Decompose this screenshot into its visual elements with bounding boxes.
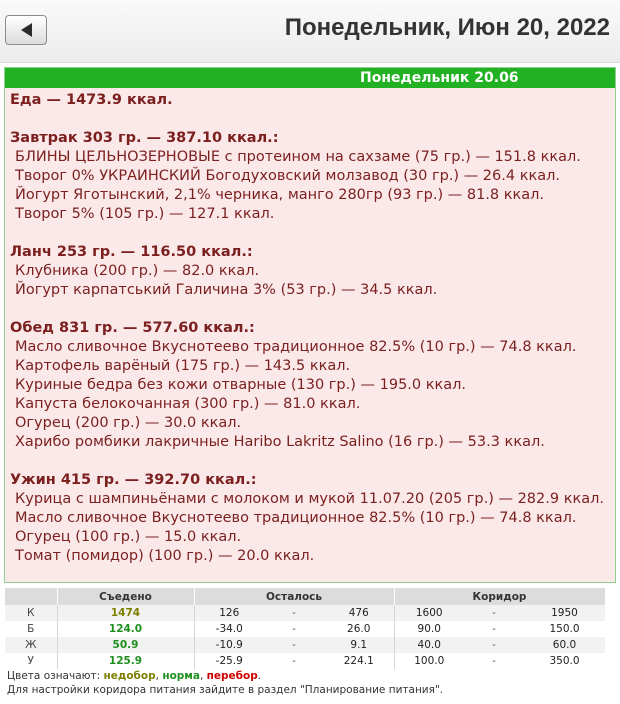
day-panel xyxy=(4,67,616,583)
meal-title-lunch: Ланч 253 гр. — 116.50 ккал.: xyxy=(10,244,253,260)
range-separator: - xyxy=(464,605,524,621)
back-button[interactable] xyxy=(5,15,47,45)
food-item: Клубника (200 гр.) — 82.0 ккал. xyxy=(15,263,260,279)
meal-title-breakfast: Завтрак 303 гр. — 387.10 ккал.: xyxy=(10,130,279,146)
nutrient-label: К xyxy=(5,605,57,621)
food-item: Капуста белокочанная (300 гр.) — 81.0 ккал. xyxy=(15,396,361,412)
eaten-value: 1474 xyxy=(57,605,194,621)
range-separator: - xyxy=(264,605,324,621)
corridor-min: 40.0 xyxy=(394,637,464,653)
food-item: Йогурт карпатський Галичина 3% (53 гр.) — 34.5 ккал. xyxy=(15,282,438,298)
range-separator: - xyxy=(292,655,296,667)
eaten-value: 125.9 xyxy=(57,653,194,669)
day-label: Понедельник 20.06 xyxy=(360,70,519,86)
top-bar xyxy=(0,0,620,63)
food-item: Масло сливочное Вкуснотеево традиционное 82.5% (10 гр.) — 74.8 ккал. xyxy=(15,510,577,526)
corridor-max: 150.0 xyxy=(549,623,580,635)
day-body xyxy=(5,88,615,566)
left-min: -34.0 xyxy=(194,621,264,637)
range-separator: - xyxy=(264,637,324,653)
food-item: БЛИНЫ ЦЕЛЬНОЗЕРНОВЫЕ с протеином на сахзаме (75 гр.) — 151.8 ккал. xyxy=(15,149,581,165)
legend-under: недобор xyxy=(103,670,156,682)
nutrient-label: Б xyxy=(27,623,35,635)
food-item: Масло сливочное Вкуснотеево традиционное 82.5% (10 гр.) — 74.8 ккал. xyxy=(15,339,577,355)
food-item: Огурец (200 гр.) — 30.0 ккал. xyxy=(15,415,242,431)
eaten-value: 124.0 xyxy=(57,621,194,637)
nutrition-table xyxy=(5,588,606,669)
corridor-header: Коридор xyxy=(394,588,605,605)
left-max: 224.1 xyxy=(343,655,374,667)
table-row xyxy=(5,653,605,669)
eaten-value: 50.9 xyxy=(57,637,194,653)
back-arrow-icon xyxy=(21,23,32,37)
food-item: Томат (помидор) (100 гр.) — 20.0 ккал. xyxy=(15,548,315,564)
left-min: 126 xyxy=(194,605,264,621)
food-item: Курица с шампиньёнами с молоком и мукой 11.07.20 (205 гр.) — 282.9 ккал. xyxy=(15,491,604,507)
legend-prefix: Цвета означают: xyxy=(7,670,101,682)
nutrient-label: У xyxy=(27,655,34,667)
corridor-note: Для настройки коридора питания зайдите в раздел "Планирование питания". xyxy=(7,684,444,696)
food-item: Харибо ромбики лакричные Haribo Lakritz Salino (16 гр.) — 53.3 ккал. xyxy=(15,434,545,450)
page-title: Понедельник, Июн 20, 2022 xyxy=(284,14,610,41)
left-header: Осталось xyxy=(194,588,394,605)
range-separator: - xyxy=(464,637,524,653)
meal-title-dinner: Обед 831 гр. — 577.60 ккал.: xyxy=(10,320,255,336)
nutrient-label: Ж xyxy=(5,637,57,653)
left-min: -10.9 xyxy=(194,637,264,653)
table-row xyxy=(5,637,605,653)
range-separator: - xyxy=(292,623,296,635)
food-item: Йогурт Яготынский, 2,1% черника, манго 280гр (93 гр.) — 81.8 ккал. xyxy=(15,187,545,203)
table-header-row xyxy=(5,588,605,605)
eaten-header: Съедено xyxy=(57,588,194,605)
range-separator: - xyxy=(492,623,496,635)
range-separator: - xyxy=(492,655,496,667)
food-item: Огурец (100 гр.) — 15.0 ккал. xyxy=(15,529,242,545)
day-header xyxy=(5,68,615,88)
color-legend xyxy=(5,670,605,683)
legend-period: . xyxy=(257,670,262,682)
corridor-max: 350.0 xyxy=(549,655,580,667)
left-max: 476 xyxy=(324,605,394,621)
legend-norm: норма xyxy=(162,670,200,682)
corridor-min: 100.0 xyxy=(394,653,464,669)
corridor-max: 60.0 xyxy=(524,637,605,653)
legend-comma: , xyxy=(155,670,159,682)
corridor-min: 90.0 xyxy=(394,621,464,637)
corridor-min: 1600 xyxy=(394,605,464,621)
left-max: 26.0 xyxy=(347,623,371,635)
table-row xyxy=(5,621,605,637)
food-item: Творог 5% (105 гр.) — 127.1 ккал. xyxy=(15,206,275,222)
left-min: -25.9 xyxy=(194,653,264,669)
meal-title-supper: Ужин 415 гр. — 392.70 ккал.: xyxy=(10,472,257,488)
food-item: Куриные бедра без кожи отварные (130 гр.) — 195.0 ккал. xyxy=(15,377,467,393)
legend-over: перебор xyxy=(206,670,258,682)
table-row xyxy=(5,605,605,621)
food-item: Картофель варёный (175 гр.) — 143.5 ккал. xyxy=(15,358,351,374)
legend-comma: , xyxy=(199,670,204,682)
nutrition-summary xyxy=(5,588,605,697)
left-max: 9.1 xyxy=(324,637,394,653)
food-total: Еда — 1473.9 ккал. xyxy=(10,92,173,108)
corridor-max: 1950 xyxy=(524,605,605,621)
food-item: Творог 0% УКРАИНСКИЙ Богодуховский молзавод (30 гр.) — 26.4 ккал. xyxy=(15,168,560,184)
